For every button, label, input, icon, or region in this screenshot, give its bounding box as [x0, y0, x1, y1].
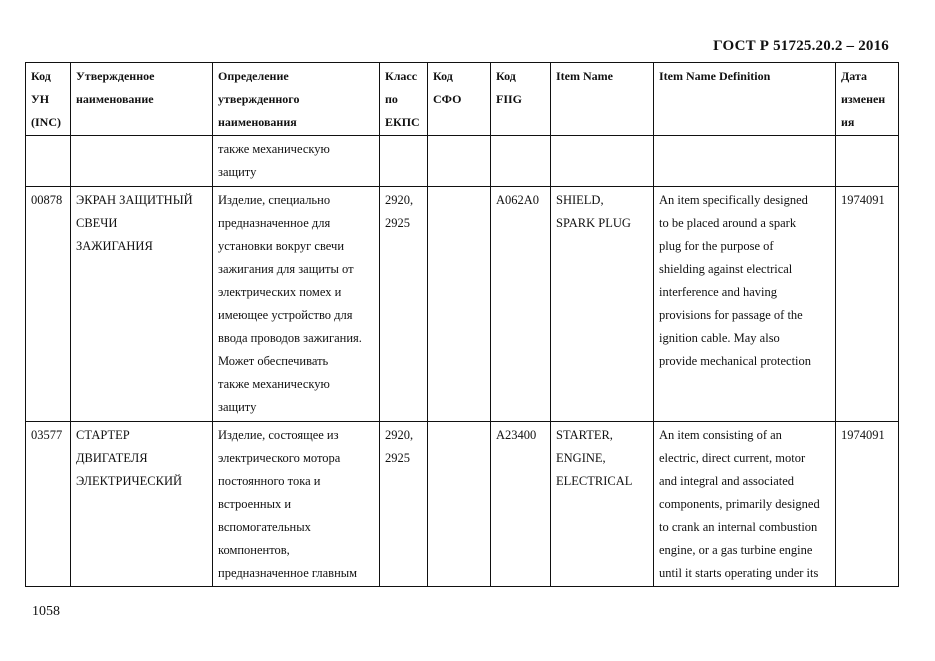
cell-sfo: [428, 187, 491, 422]
header-date: Дата изменен ия: [836, 63, 899, 136]
cell-item-definition: An item specifically designed to be placed around a spark plug for the purpose of shielding against electrical interference and having provisions for passage of the ignition cable. May also provide mechanical protection: [654, 187, 836, 422]
cell-date: [836, 136, 899, 187]
cell-item-name: SHIELD, SPARK PLUG: [551, 187, 654, 422]
cell-sfo: [428, 422, 491, 587]
table-header-row: [26, 63, 899, 136]
cell-approved-name: [71, 136, 213, 187]
header-inc: Код УН (INC): [26, 63, 71, 136]
cell-class: 2920, 2925: [380, 422, 428, 587]
cell-approved-name: ЭКРАН ЗАЩИТНЫЙ СВЕЧИ ЗАЖИГАНИЯ: [71, 187, 213, 422]
cell-class: [380, 136, 428, 187]
cell-approved-name: СТАРТЕР ДВИГАТЕЛЯ ЭЛЕКТРИЧЕСКИЙ: [71, 422, 213, 587]
cell-definition: также механическую защиту: [213, 136, 380, 187]
cell-date: 1974091: [836, 187, 899, 422]
table-row: [26, 422, 899, 587]
header-class: Класс по ЕКПС: [380, 63, 428, 136]
header-approved-name: Утвержденное наименование: [71, 63, 213, 136]
cell-class: 2920, 2925: [380, 187, 428, 422]
header-item-name: Item Name: [551, 63, 654, 136]
cell-inc: 03577: [26, 422, 71, 587]
cell-item-definition: An item consisting of an electric, direct current, motor and integral and associated components, primarily designed to crank an internal combustion engine, or a gas turbine engine until it starts operating under its: [654, 422, 836, 587]
cell-fiig: [491, 136, 551, 187]
header-sfo: Код СФО: [428, 63, 491, 136]
cell-fiig: A062A0: [491, 187, 551, 422]
cell-date: 1974091: [836, 422, 899, 587]
page-number: 1058: [32, 604, 60, 619]
document-header: ГОСТ Р 51725.20.2 – 2016: [713, 38, 889, 54]
cell-sfo: [428, 136, 491, 187]
cell-definition: Изделие, специально предназначенное для установки вокруг свечи зажигания для защиты от электрических помех и имеющее устройство для ввода проводов зажигания. Может обеспечивать также механическую защиту: [213, 187, 380, 422]
table-row: [26, 187, 899, 422]
nomenclature-table: [25, 62, 899, 587]
cell-item-name: [551, 136, 654, 187]
cell-inc: [26, 136, 71, 187]
header-definition: Определение утвержденного наименования: [213, 63, 380, 136]
cell-fiig: A23400: [491, 422, 551, 587]
cell-item-definition: [654, 136, 836, 187]
cell-inc: 00878: [26, 187, 71, 422]
cell-definition: Изделие, состоящее из электрического мотора постоянного тока и встроенных и вспомогательных компонентов, предназначенное главным: [213, 422, 380, 587]
table-row: [26, 136, 899, 187]
cell-item-name: STARTER, ENGINE, ELECTRICAL: [551, 422, 654, 587]
header-fiig: Код FIIG: [491, 63, 551, 136]
header-item-definition: Item Name Definition: [654, 63, 836, 136]
